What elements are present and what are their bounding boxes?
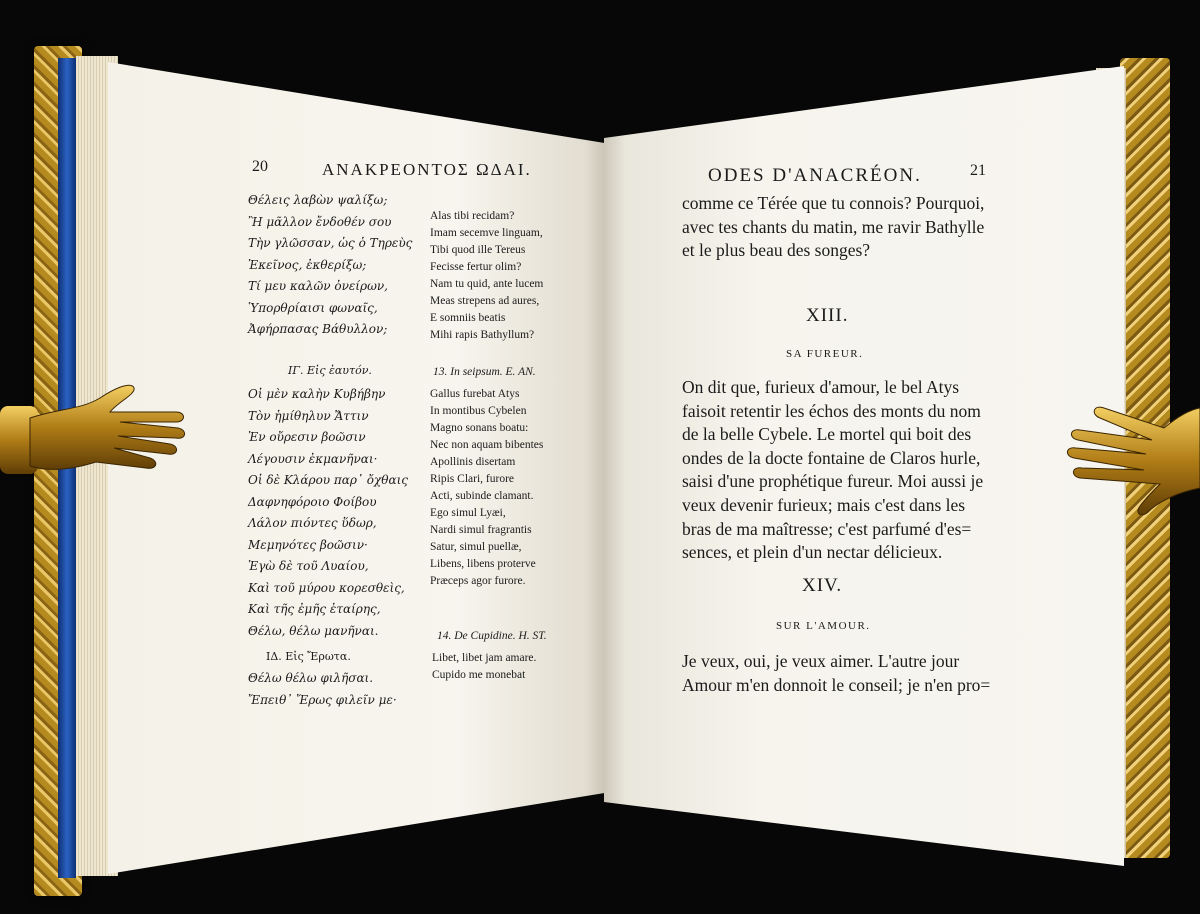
greek-line: Τί μευ καλῶν ὀνείρων, [248, 279, 388, 293]
greek-line: Μεμηνότες βοῶσιν· [248, 537, 368, 552]
latin-heading-13: 13. In seipsum. E. AN. [433, 366, 536, 378]
greek-line: Ἢ μᾶλλον ἔνδοθέν σου [248, 214, 392, 229]
ode-14-number: XIV. [802, 575, 843, 596]
text-line: de la belle Cybele. Le mortel qui boit des [682, 424, 972, 445]
latin-line: Apollinis disertam [430, 456, 516, 468]
text-line: bras de ma maîtresse; c'est parfumé d'es= [682, 518, 972, 539]
latin-line: E somniis beatis [430, 312, 506, 324]
greek-line: Οἱ μὲν καλὴν Κυβήβην [248, 387, 386, 401]
greek-line: Ἐγὼ δὲ τοῦ Λυαίου, [248, 559, 369, 573]
text-line: Amour m'en donnoit le conseil; je n'en pro= [682, 674, 991, 695]
greek-line: Ὑπορθρίαισι φωναῖς, [248, 300, 378, 315]
right-running-head: ODES D'ANACRÉON. [708, 165, 922, 186]
ode-13-title: SA FUREUR. [786, 348, 864, 360]
greek-heading-13: ΙΓ. Εἰς ἑαυτόν. [288, 364, 372, 377]
text-line: saisi d'une prophétique fureur. Moi aussi je [682, 471, 984, 492]
greek-line: Θέλω θέλω φιλῆσαι. [248, 671, 374, 685]
left-running-head: ΑΝΑΚΡΕΟΝΤΟΣ ΩΔΑΙ. [322, 160, 532, 179]
latin-block-1 [430, 208, 543, 344]
text-line: sences, et plein d'un nectar délicieux. [682, 542, 943, 563]
text-line: ondes de la docte fontaine de Claros hurle, [682, 447, 981, 468]
greek-block-3 [248, 668, 397, 711]
text-line: Je veux, oui, je veux aimer. L'autre jour [682, 651, 960, 671]
greek-line: Τὸν ἡμίθηλυν Ἄττιν [248, 408, 369, 423]
latin-line: Acti, subinde clamant. [430, 490, 534, 502]
latin-heading-14: 14. De Cupidine. H. ST. [437, 630, 547, 642]
latin-line: Satur, simul puellæ, [430, 541, 522, 553]
text-line: On dit que, furieux d'amour, le bel Atys [682, 377, 960, 397]
ode-14-text [682, 650, 990, 697]
greek-line: Δαφνηφόροιο Φοίβου [248, 494, 377, 509]
latin-line: Alas tibi recidam? [430, 210, 515, 222]
greek-line: Λάλον πιόντες ὕδωρ, [248, 516, 377, 530]
greek-line: Ἐν οὔρεσιν βοῶσιν [248, 430, 366, 444]
greek-block-1 [248, 190, 412, 341]
greek-line: Θέλω, θέλω μανῆναι. [248, 623, 379, 638]
latin-line: Magno sonans boatu: [430, 422, 529, 434]
text-line: comme ce Térée que tu connois? Pourquoi, [682, 193, 985, 213]
ode-14-title: SUR L'AMOUR. [776, 620, 871, 632]
text-line: veux devenir furieux; mais c'est dans les [682, 494, 966, 515]
brass-hand-left-icon [0, 378, 190, 488]
intro-paragraph [682, 192, 984, 263]
latin-block-3 [432, 650, 536, 684]
latin-block-2 [430, 386, 543, 590]
latin-line: Mihi rapis Bathyllum? [430, 329, 535, 341]
latin-line: Ego simul Lyæi, [430, 507, 506, 519]
greek-line: Ἔπειθ᾽ Ἔρως φιλεῖν με· [248, 692, 397, 707]
greek-line: Οἱ δὲ Κλάρου παρ᾽ ὄχθαις [248, 473, 409, 487]
latin-line: Nec non aquam bibentes [430, 439, 544, 451]
ode-13-number: XIII. [806, 305, 849, 326]
latin-line: Ripis Clari, furore [430, 473, 514, 485]
latin-line: In montibus Cybelen [430, 405, 527, 417]
greek-line: Θέλεις λαβὼν ψαλίξω; [248, 193, 388, 207]
text-line: et le plus beau des songes? [682, 240, 871, 261]
latin-line: Cupido me monebat [432, 669, 526, 681]
ode-13-text [682, 376, 983, 565]
right-page-number: 21 [970, 162, 986, 179]
latin-line: Libet, libet jam amare. [432, 652, 537, 664]
greek-line: Τὴν γλῶσσαν, ὡς ὁ Τηρεὺς [248, 236, 413, 250]
latin-line: Meas strepens ad aures, [430, 295, 540, 307]
greek-line: Καὶ τῆς ἐμῆς ἑταίρης, [248, 602, 381, 616]
greek-line: Λέγουσιν ἐκμανῆναι· [248, 451, 378, 466]
latin-line: Gallus furebat Atys [430, 388, 520, 400]
greek-line: Καὶ τοῦ μύρου κορεσθεὶς, [248, 580, 405, 595]
greek-line: Ἐκεῖνος, ἐκθερίξω; [248, 257, 367, 272]
text-line: faisoit retentir les échos des monts du nom [682, 400, 981, 421]
greek-block-2 [248, 384, 408, 642]
latin-line: Præceps agor furore. [430, 575, 526, 587]
latin-line: Nardi simul fragrantis [430, 524, 532, 536]
latin-line: Tibi quod ille Tereus [430, 244, 526, 256]
greek-heading-14: ΙΔ. Εἰς Ἔρωτα. [266, 650, 351, 663]
greek-line: Ἀφήρπασας Βάθυλλον; [248, 322, 388, 336]
latin-line: Nam tu quid, ante lucem [430, 278, 544, 290]
latin-line: Fecisse fertur olim? [430, 261, 522, 273]
brass-hand-right-icon [1060, 388, 1200, 518]
left-page-number: 20 [252, 158, 268, 175]
latin-line: Imam secemve linguam, [430, 227, 543, 239]
text-line: avec tes chants du matin, me ravir Bathylle [682, 216, 985, 237]
latin-line: Libens, libens proterve [430, 558, 536, 570]
